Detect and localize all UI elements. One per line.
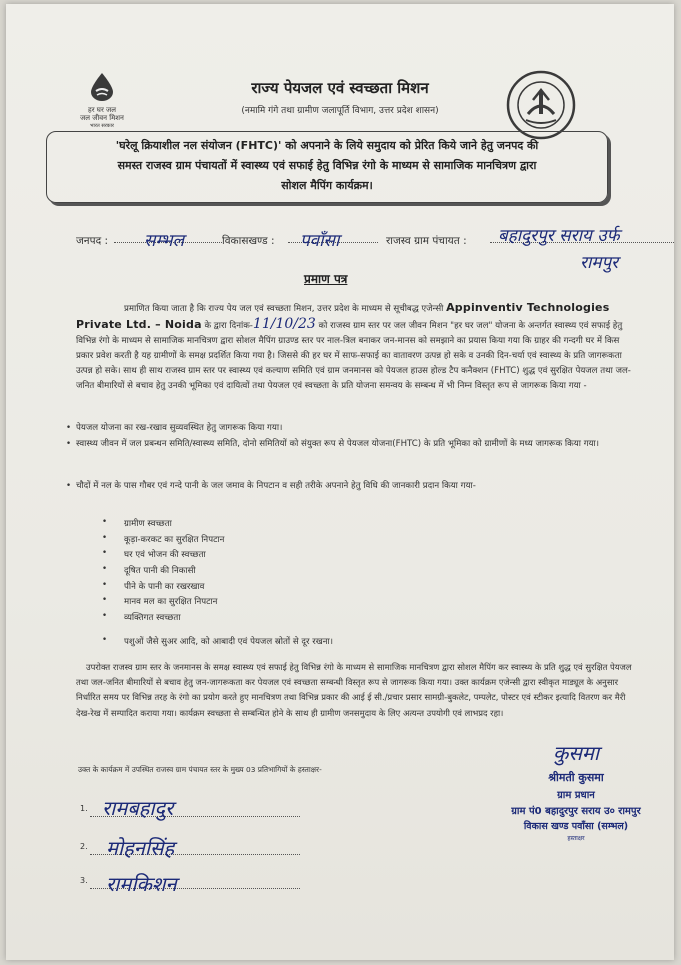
list-item: • चौदों में नल के पास गौबर एवं गन्दे पानी के जल जमाव के निपटान व सही तरीके अपनाने हेतु विधि की जानकारी प्रदान किया गया-	[76, 479, 636, 493]
logo-text-line: भारत सरकार	[90, 123, 114, 129]
program-title-line: 'घरेलू क्रियाशील नल संयोजन (FHTC)' को अपनाने के लिये समुदाय को प्रेरित किये जाने हेतु जनपद की	[115, 139, 539, 152]
closing-paragraph: उपरोक्त राजस्व ग्राम स्तर के जनमानस के समक्ष स्वास्थ्य एवं सफाई हेतु विभिन्न रंगो के माध्यम से सामाजिक मानचित्रण द्वारा सोशल मैपिंग कर स्वास्थ्य के प्रति शुद्ध एवं सुरक्षित पेयजल तथा जल-जनित बीमारियों से बचाव हेतु जन-जागरूकता कर पेयजल एवं स्वच्छता सम्बन्धी विस्तृत रूप से जागरूक किया गया। उक्त कार्यक्रम एजेन्सी द्वारा स्वीकृत माड्यूल के अनुसार निर्धारित समय पर विभिन्न तरह के रंगो का प्रयोग करते हुए मानचित्रण तथा विभिन्न प्रकार की आई ई सी./प्रचार प्रसार सामग्री-बुकलेट, पम्पलेट, पोस्टर एवं स्टीकर इत्यादि वितरण कर मैरी देख-रेख में सम्पादित कराया गया। कार्यक्रम स्वच्छता से सम्बन्धित होने के साथ ही ग्रामीण जनसमुदाय के लिए अत्यन्त उपयोगी एवं लाभप्रद रहा।	[76, 662, 632, 718]
document-page	[6, 4, 674, 960]
signature-number: 1.	[80, 804, 88, 813]
participant-signature: रामबहादुर	[102, 796, 174, 820]
list-item: • पेयजल योजना का रख-रखाव सुव्यवस्थित हेतु जागरूक किया गया।	[76, 421, 636, 435]
logo-text-line: हर घर जल	[88, 106, 116, 114]
list-item: • ग्रामीण स्वच्छता	[102, 517, 333, 533]
district-value: सम्भल	[144, 231, 185, 251]
certificate-text: प्रमाणित किया जाता है कि राज्य पेय जल एवं स्वच्छता मिशन, उत्तर प्रदेश के माध्यम से सूचीबद्ध एजेन्सी	[124, 304, 444, 314]
stamp-address: ग्राम पं0 बहादुरपुर सराय उ० रामपुर	[511, 806, 641, 817]
list-item: • व्यक्तिगत स्वच्छता	[102, 611, 333, 627]
stamp-footnote: हस्ताक्षर	[567, 835, 585, 842]
panchayat-value-continued: रामपुर	[580, 253, 619, 273]
certificate-heading: प्रमाण पत्र	[304, 272, 348, 286]
signature-number: 2.	[80, 842, 88, 851]
participants-signature-note: उक्त के कार्यक्रम में उपस्थित राजस्व ग्राम पंचायत स्तर के मुख्य 03 प्रतिभागियों के हस्ताक्षर-	[78, 765, 322, 774]
pradhan-signature: कुसमा	[552, 741, 600, 765]
list-item: • घर एवं भोजन की स्वच्छता	[102, 548, 333, 564]
list-item: • पशुओं जैसे सुअर आदि, को आबादी एवं पेयजल स्रोतों से दूर रखना।	[102, 635, 333, 651]
program-title-box	[46, 131, 608, 203]
stamp-address: विकास खण्ड पवाँसा (सम्भल)	[523, 821, 629, 832]
pradhan-name: श्रीमती कुसमा	[548, 771, 604, 784]
certificate-body	[76, 300, 636, 394]
pradhan-role: ग्राम प्रधान	[557, 790, 595, 801]
agency-name: Appinventiv Technologies Private Ltd. – Noida	[76, 301, 610, 331]
program-date: 11/10/23	[252, 316, 316, 332]
certificate-text: के द्वारा दिनांक-	[201, 321, 253, 331]
mission-title: राज्य पेयजल एवं स्वच्छता मिशन	[251, 79, 429, 97]
participant-signature: रामकिशन	[106, 872, 177, 896]
panchayat-label: राजस्व ग्राम पंचायत :	[386, 235, 467, 247]
district-label: जनपद :	[76, 235, 109, 247]
certificate-text: को राजस्व ग्राम स्तर पर जल जीवन मिशन "हर घर जल" योजना के अन्तर्गत स्वास्थ्य एवं सफाई हेतु विभिन्न रंगो के माध्यम से सामाजिक मानचित्रण द्वारा सोशल मैपिंग ग्राउण्ड स्तर पर नाल-त्रिल बनाकर जन-मानस को समझाने का प्रयास किया गया कि ग्राहर की गन्दगी घर में किस प्रकार प्रवेश करती है यह ग्रामीणों के समक्ष प्रदर्शित किया गया है। जिससे की हर घर में साफ-सफाई का वातावरण उत्पन्न हो सके व उनकी दिन-चर्या एवं स्वास्थ्य के प्रति जागरूकता उत्पन्न हो सके। साथ ही साथ राजस्व ग्राम स्तर पर स्वास्थ्य एवं कल्याण समिति एवं ग्राम जनमानस को पेयजल हाउस होल्ड टैप कनैक्शन (FHTC) शुद्ध एवं सुरक्षित पेयजल तथा जल-जनित बीमारियों से बचाव हेतु उनकी भूमिका एवं दायित्वों तथा पेयजल एवं स्वच्छता के प्रति योजना समन्वय के सम्बन्ध में भी निम्न विस्तृत रूप से जागरूक किया गया -	[76, 321, 631, 391]
panchayat-value: बहादुरपुर सराय उर्फ	[498, 226, 620, 246]
pradhan-stamp	[476, 739, 674, 842]
hygiene-topics-list	[102, 517, 333, 651]
list-item: • स्वास्थ्य जीवन में जल प्रबन्धन समिति/स्वास्थ्य समिति, दोनो समितियों को संयुक्त रूप से पेयजल योजना(FHTC) के प्रति भूमिका को ग्रामीणों के मध्य जागरूक किया गया।	[76, 437, 636, 451]
list-item: • दूषित पानी की निकासी	[102, 564, 333, 580]
logo-text-line: जल जीवन मिशन	[80, 114, 124, 122]
list-item: • मानव मल का सुरक्षित निपटान	[102, 595, 333, 611]
block-label: विकासखण्ड :	[222, 235, 275, 247]
program-title-line: समस्त राजस्व ग्राम पंचायतों में स्वास्थ्य एवं सफाई हेतु विभिन्न रंगो के माध्यम से सामाजिक मानचित्रण द्वारा	[117, 159, 537, 172]
signature-number: 3.	[80, 876, 88, 885]
list-item: • कूड़ा-करकट का सुरक्षित निपटान	[102, 533, 333, 549]
list-item: • पीने के पानी का रखरखाव	[102, 580, 333, 596]
mission-subtitle: (नमामि गंगे तथा ग्रामीण जलापूर्ति विभाग, उत्तर प्रदेश शासन)	[241, 106, 439, 116]
participant-signature: मोहनसिंह	[106, 836, 175, 860]
program-title-line: सोशल मैपिंग कार्यक्रम।	[281, 179, 373, 192]
block-value: पवाँसा	[300, 231, 340, 251]
